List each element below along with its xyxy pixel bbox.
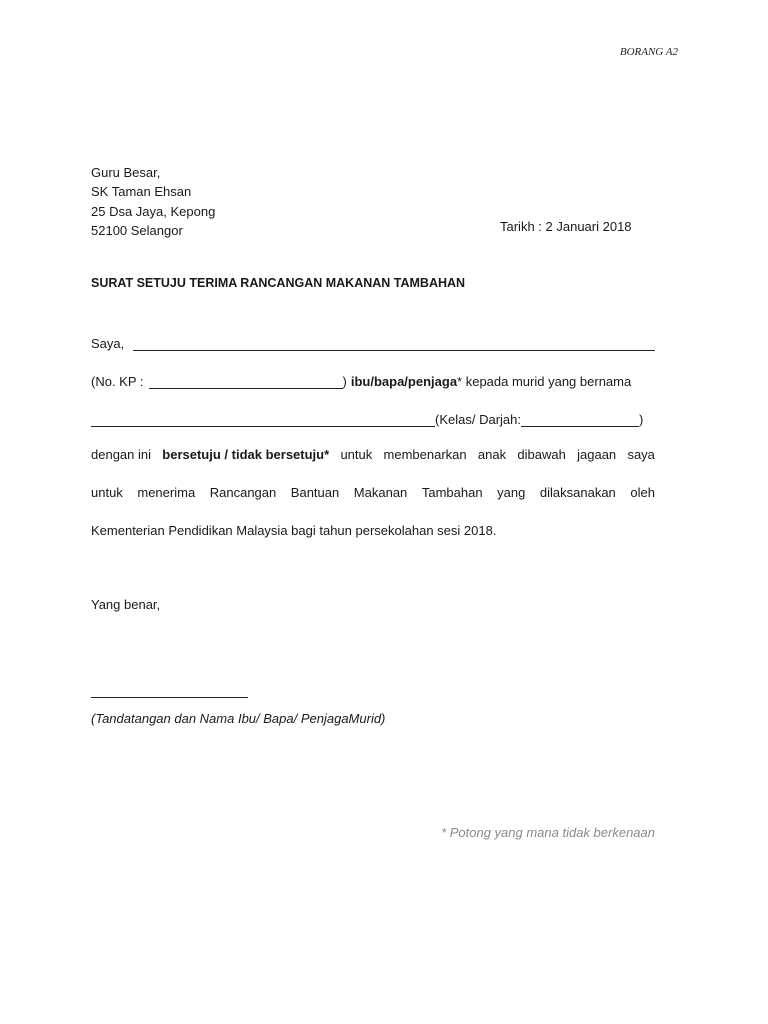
program-word: Bantuan bbox=[290, 485, 340, 500]
kelas-label: (Kelas/ Darjah: bbox=[435, 412, 521, 427]
signature-blank[interactable] bbox=[91, 697, 248, 698]
student-line bbox=[91, 409, 655, 427]
address-line: 52100 Selangor bbox=[91, 222, 183, 238]
address-line: Guru Besar, bbox=[91, 165, 161, 180]
ic-number-blank[interactable] bbox=[149, 375, 343, 389]
consent-options: bersetuju / tidak bersetuju* bbox=[162, 447, 330, 462]
consent-word: untuk bbox=[340, 447, 373, 462]
recipient-address bbox=[91, 163, 215, 240]
consent-word: dibawah bbox=[517, 447, 566, 462]
kelas-close: ) bbox=[638, 412, 644, 427]
letter-title: SURAT SETUJU TERIMA RANCANGAN MAKANAN TAMBAHAN bbox=[91, 276, 466, 290]
relation-options: ibu/bapa/penjaga bbox=[350, 374, 458, 389]
program-word: Makanan bbox=[353, 485, 408, 500]
name-line bbox=[91, 333, 655, 351]
class-blank[interactable] bbox=[521, 413, 639, 427]
consent-line bbox=[91, 447, 655, 465]
form-code: BORANG A2 bbox=[619, 46, 678, 58]
kp-close: ) bbox=[342, 374, 347, 389]
program-word: menerima bbox=[137, 485, 196, 500]
consent-word: jagaan bbox=[577, 447, 617, 462]
signature-caption: (Tandatangan dan Nama Ibu/ Bapa/ PenjagaMurid) bbox=[91, 711, 386, 726]
kp-label: (No. KP : bbox=[91, 374, 144, 389]
address-line: SK Taman Ehsan bbox=[91, 184, 192, 200]
program-word: untuk bbox=[91, 485, 123, 500]
program-word: Tambahan bbox=[421, 485, 483, 500]
relation-suffix: * kepada murid yang bernama bbox=[457, 374, 632, 389]
program-word: oleh bbox=[630, 485, 655, 500]
footnote: * Potong yang mana tidak berkenaan bbox=[441, 825, 655, 840]
program-word: dilaksanakan bbox=[539, 485, 616, 500]
consent-word: dengan ini bbox=[91, 447, 151, 462]
closing-salutation: Yang benar, bbox=[91, 597, 161, 612]
parent-name-blank[interactable] bbox=[133, 337, 655, 351]
program-word: yang bbox=[497, 485, 526, 500]
letter-date: Tarikh : 2 Januari 2018 bbox=[500, 219, 632, 234]
consent-word: membenarkan bbox=[383, 447, 467, 462]
ic-number-line bbox=[91, 371, 655, 389]
ministry-line: Kementerian Pendidikan Malaysia bagi tahun persekolahan sesi 2018. bbox=[91, 523, 497, 538]
address-line: 25 Dsa Jaya, Kepong bbox=[91, 203, 216, 219]
program-line bbox=[91, 485, 655, 503]
program-word: Rancangan bbox=[209, 485, 277, 500]
student-name-blank[interactable] bbox=[91, 413, 435, 427]
consent-word: anak bbox=[477, 447, 507, 462]
saya-label: Saya, bbox=[91, 336, 125, 351]
consent-word: saya bbox=[627, 447, 655, 462]
